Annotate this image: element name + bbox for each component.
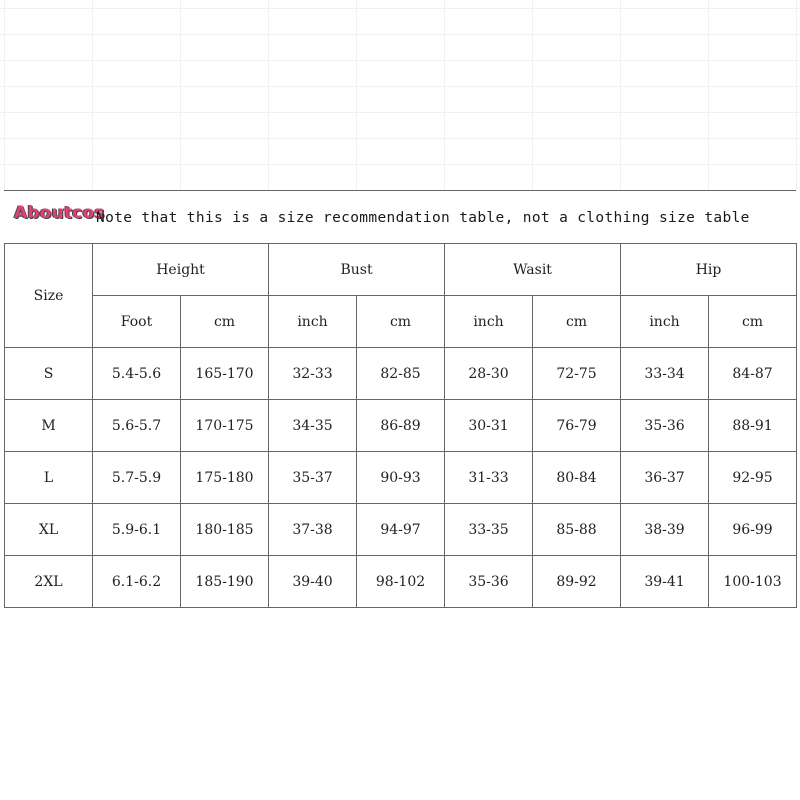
table-cell: 94-97	[357, 504, 445, 556]
size-cell: M	[5, 400, 93, 452]
table-cell: 39-40	[269, 556, 357, 608]
bust-header: Bust	[269, 244, 445, 296]
table-cell: 88-91	[709, 400, 797, 452]
table-cell: 72-75	[533, 348, 621, 400]
table-cell: 89-92	[533, 556, 621, 608]
unit-header: cm	[533, 296, 621, 348]
table-cell: 92-95	[709, 452, 797, 504]
table-cell: 82-85	[357, 348, 445, 400]
table-cell: 170-175	[181, 400, 269, 452]
table-cell: 30-31	[445, 400, 533, 452]
table-cell: 5.4-5.6	[93, 348, 181, 400]
size-note: Note that this is a size recommendation table, not a clothing size table	[96, 210, 750, 226]
table-cell: 80-84	[533, 452, 621, 504]
size-chart	[4, 190, 796, 611]
table-cell: 35-36	[621, 400, 709, 452]
table-cell: 5.9-6.1	[93, 504, 181, 556]
table-cell: 35-37	[269, 452, 357, 504]
table-cell: 37-38	[269, 504, 357, 556]
table-cell: 165-170	[181, 348, 269, 400]
table-row	[5, 556, 797, 608]
table-row	[5, 452, 797, 504]
table-cell: 6.1-6.2	[93, 556, 181, 608]
table-cell: 175-180	[181, 452, 269, 504]
table-cell: 34-35	[269, 400, 357, 452]
table-cell: 35-36	[445, 556, 533, 608]
size-column-header: Size	[5, 244, 93, 348]
table-unit-row	[5, 296, 797, 348]
size-cell: 2XL	[5, 556, 93, 608]
table-header-row	[5, 244, 797, 296]
note-row	[4, 191, 796, 244]
table-cell: 39-41	[621, 556, 709, 608]
size-cell: S	[5, 348, 93, 400]
table-cell: 100-103	[709, 556, 797, 608]
unit-header: cm	[181, 296, 269, 348]
table-cell: 84-87	[709, 348, 797, 400]
unit-header: cm	[357, 296, 445, 348]
table-cell: 185-190	[181, 556, 269, 608]
table-cell: 36-37	[621, 452, 709, 504]
spreadsheet-background-grid	[0, 0, 800, 190]
table-row	[5, 504, 797, 556]
table-cell: 96-99	[709, 504, 797, 556]
height-header: Height	[93, 244, 269, 296]
table-cell: 38-39	[621, 504, 709, 556]
unit-header: Foot	[93, 296, 181, 348]
unit-header: inch	[445, 296, 533, 348]
table-cell: 5.6-5.7	[93, 400, 181, 452]
table-row	[5, 400, 797, 452]
table-cell: 33-34	[621, 348, 709, 400]
waist-header: Wasit	[445, 244, 621, 296]
table-cell: 98-102	[357, 556, 445, 608]
hip-header: Hip	[621, 244, 797, 296]
unit-header: inch	[269, 296, 357, 348]
table-cell: 31-33	[445, 452, 533, 504]
table-cell: 32-33	[269, 348, 357, 400]
size-table	[4, 243, 797, 608]
brand-logo: Aboutcos	[14, 203, 105, 223]
table-cell: 5.7-5.9	[93, 452, 181, 504]
unit-header: cm	[709, 296, 797, 348]
size-cell: XL	[5, 504, 93, 556]
unit-header: inch	[621, 296, 709, 348]
table-cell: 33-35	[445, 504, 533, 556]
table-cell: 76-79	[533, 400, 621, 452]
table-cell: 180-185	[181, 504, 269, 556]
size-cell: L	[5, 452, 93, 504]
table-cell: 90-93	[357, 452, 445, 504]
table-row	[5, 348, 797, 400]
table-cell: 86-89	[357, 400, 445, 452]
table-cell: 28-30	[445, 348, 533, 400]
table-cell: 85-88	[533, 504, 621, 556]
